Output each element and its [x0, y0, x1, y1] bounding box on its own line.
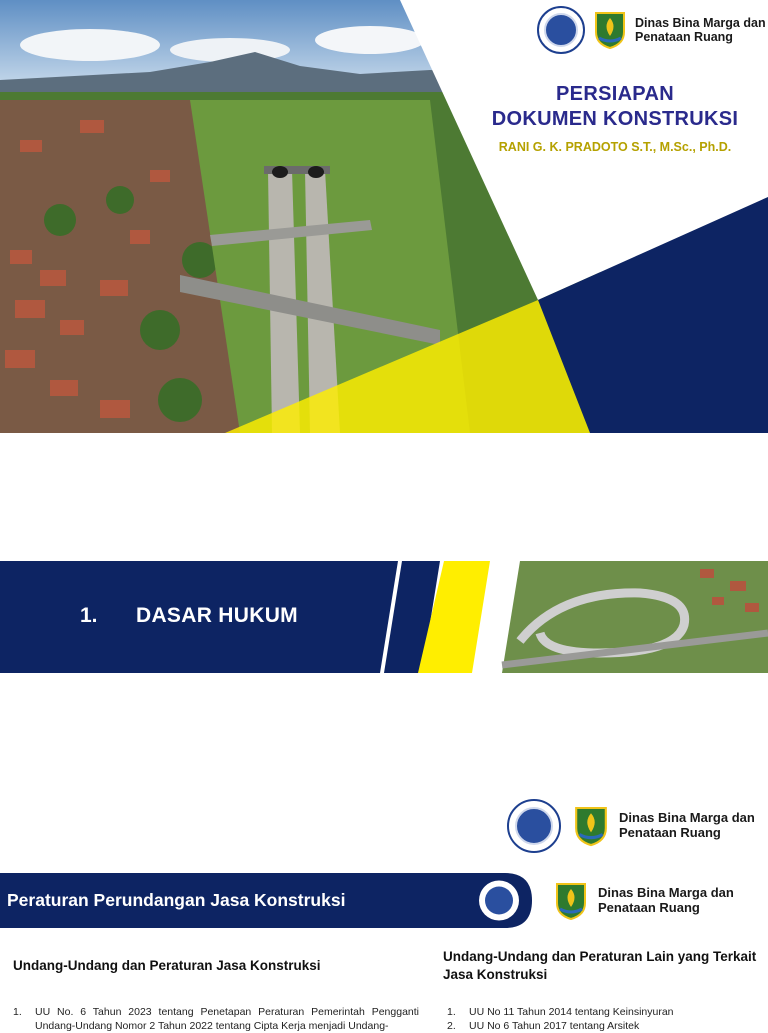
university-seal-logo — [537, 6, 585, 54]
slide-header-title: Peraturan Perundangan Jasa Konstruksi — [7, 890, 346, 910]
agency-name-line2: Penataan Ruang — [619, 825, 721, 840]
list-item-number: 1. — [13, 1006, 22, 1018]
agency-name-line2: Penataan Ruang — [635, 30, 733, 44]
list-item-text: UU No. 6 Tahun 2023 tentang Penetapan Peraturan Pemerintah Pengganti Undang-Undang Nomor 2 Tahun 2022 tentang Cipta Kerja menjadi Undang- — [35, 1006, 419, 1032]
section-number: 1. — [80, 604, 98, 627]
agency-name-line1: Dinas Bina Marga dan — [598, 885, 734, 901]
jabar-crest-logo — [593, 10, 627, 50]
left-column-heading: Undang-Undang dan Peraturan Jasa Konstruksi — [13, 958, 321, 973]
title-line-1: PERSIAPAN — [556, 83, 674, 105]
list-item-text: UU No 11 Tahun 2014 tentang Keinsinyuran — [469, 1006, 674, 1018]
logo-group — [537, 6, 766, 54]
content-slide — [0, 782, 768, 1032]
right-column-heading: Undang-Undang dan Peraturan Lain yang Terkait Jasa Konstruksi — [443, 949, 757, 982]
list-item-text: UU No 6 Tahun 2017 tentang Arsitek — [469, 1020, 640, 1032]
list-item-number: 1. — [447, 1006, 456, 1018]
title-slide — [0, 0, 768, 433]
author-name: RANI G. K. PRADOTO S.T., M.Sc., Ph.D. — [498, 140, 732, 154]
title-line-2: DOKUMEN KONSTRUKSI — [491, 108, 739, 130]
section-slide — [0, 561, 768, 673]
jabar-crest-logo — [573, 804, 609, 848]
slide-design-shapes — [0, 0, 768, 433]
agency-name — [635, 16, 766, 45]
right-column-list — [447, 1005, 757, 1033]
presentation-title — [470, 82, 760, 132]
list-item — [13, 1005, 419, 1033]
agency-name-line2: Penataan Ruang — [598, 900, 700, 915]
header-logo-group — [554, 880, 734, 922]
jabar-crest-logo — [554, 880, 588, 922]
section-banner — [0, 561, 768, 673]
agency-name — [598, 886, 734, 916]
university-seal-logo — [507, 799, 561, 853]
list-item-number: 2. — [447, 1020, 456, 1032]
top-logo-group — [507, 799, 755, 853]
section-title: DASAR HUKUM — [136, 604, 298, 627]
list-item — [447, 1005, 757, 1019]
left-column-list — [13, 1005, 419, 1033]
agency-name-line1: Dinas Bina Marga dan — [619, 810, 755, 826]
agency-name — [619, 811, 755, 841]
agency-name-line1: Dinas Bina Marga dan — [635, 15, 766, 30]
list-item — [447, 1019, 757, 1033]
